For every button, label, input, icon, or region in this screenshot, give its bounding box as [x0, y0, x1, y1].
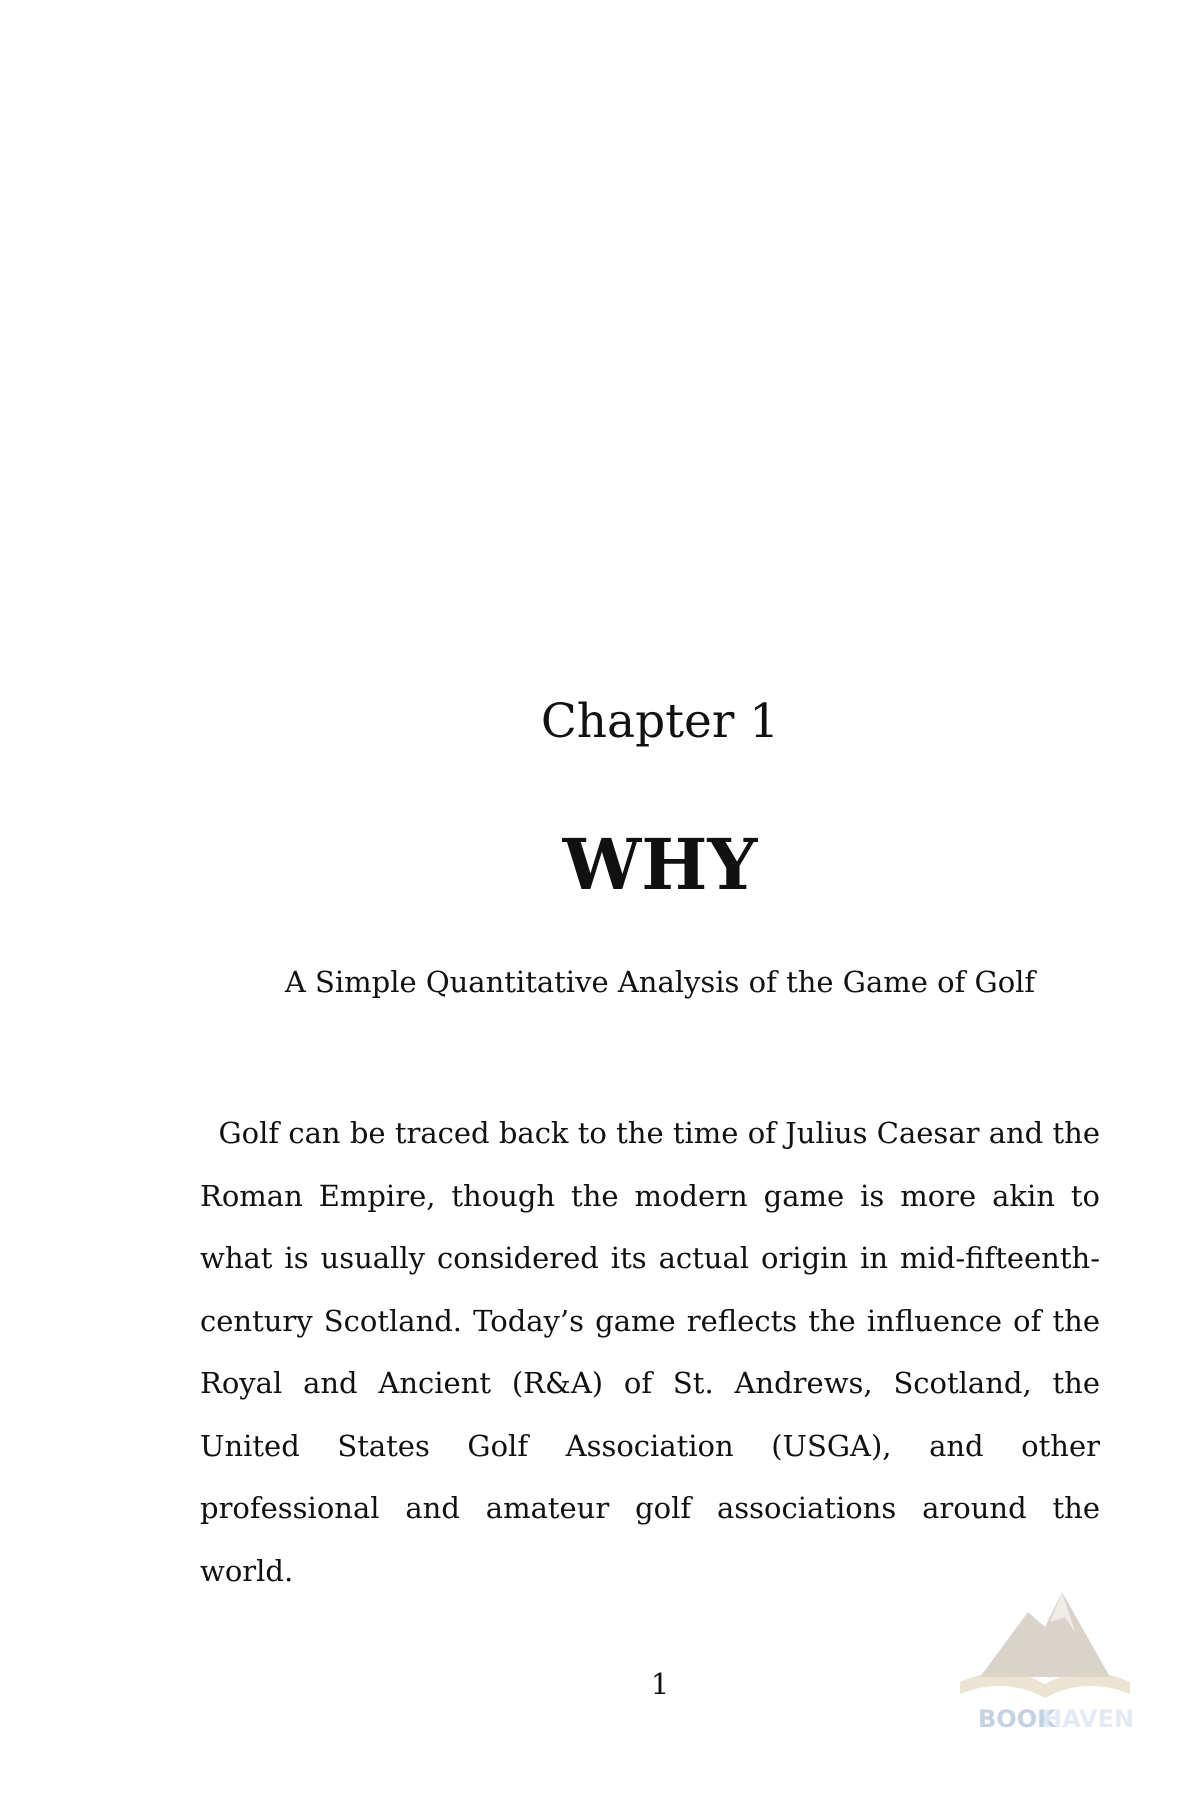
- watermark-text-1: BOOK: [978, 1705, 1056, 1733]
- watermark-text-2: HAVEN: [1042, 1705, 1135, 1733]
- body-paragraph: [200, 1102, 1100, 1602]
- chapter-label: Chapter 1: [540, 694, 780, 749]
- chapter-title: WHY: [562, 823, 758, 906]
- body-paragraph-text: Golf can be traced back to the time of Julius Caesar and the Roman Empire, though the modern game is more akin to what is usually considered its actual origin in mid-fifteenth-century Scotland. Today’s game reflects the influence of the Royal and Ancient (R&A) of St. Andrews, Scotland, the United States Golf Association (USGA), and other professional and amateur golf associations around the world.: [200, 1116, 1100, 1588]
- page-number: 1: [650, 1667, 670, 1701]
- chapter-subtitle: A Simple Quantitative Analysis of the Game of Golf: [284, 965, 1036, 999]
- watermark-logo-icon: [950, 1582, 1140, 1742]
- mountain-icon: [980, 1592, 1110, 1677]
